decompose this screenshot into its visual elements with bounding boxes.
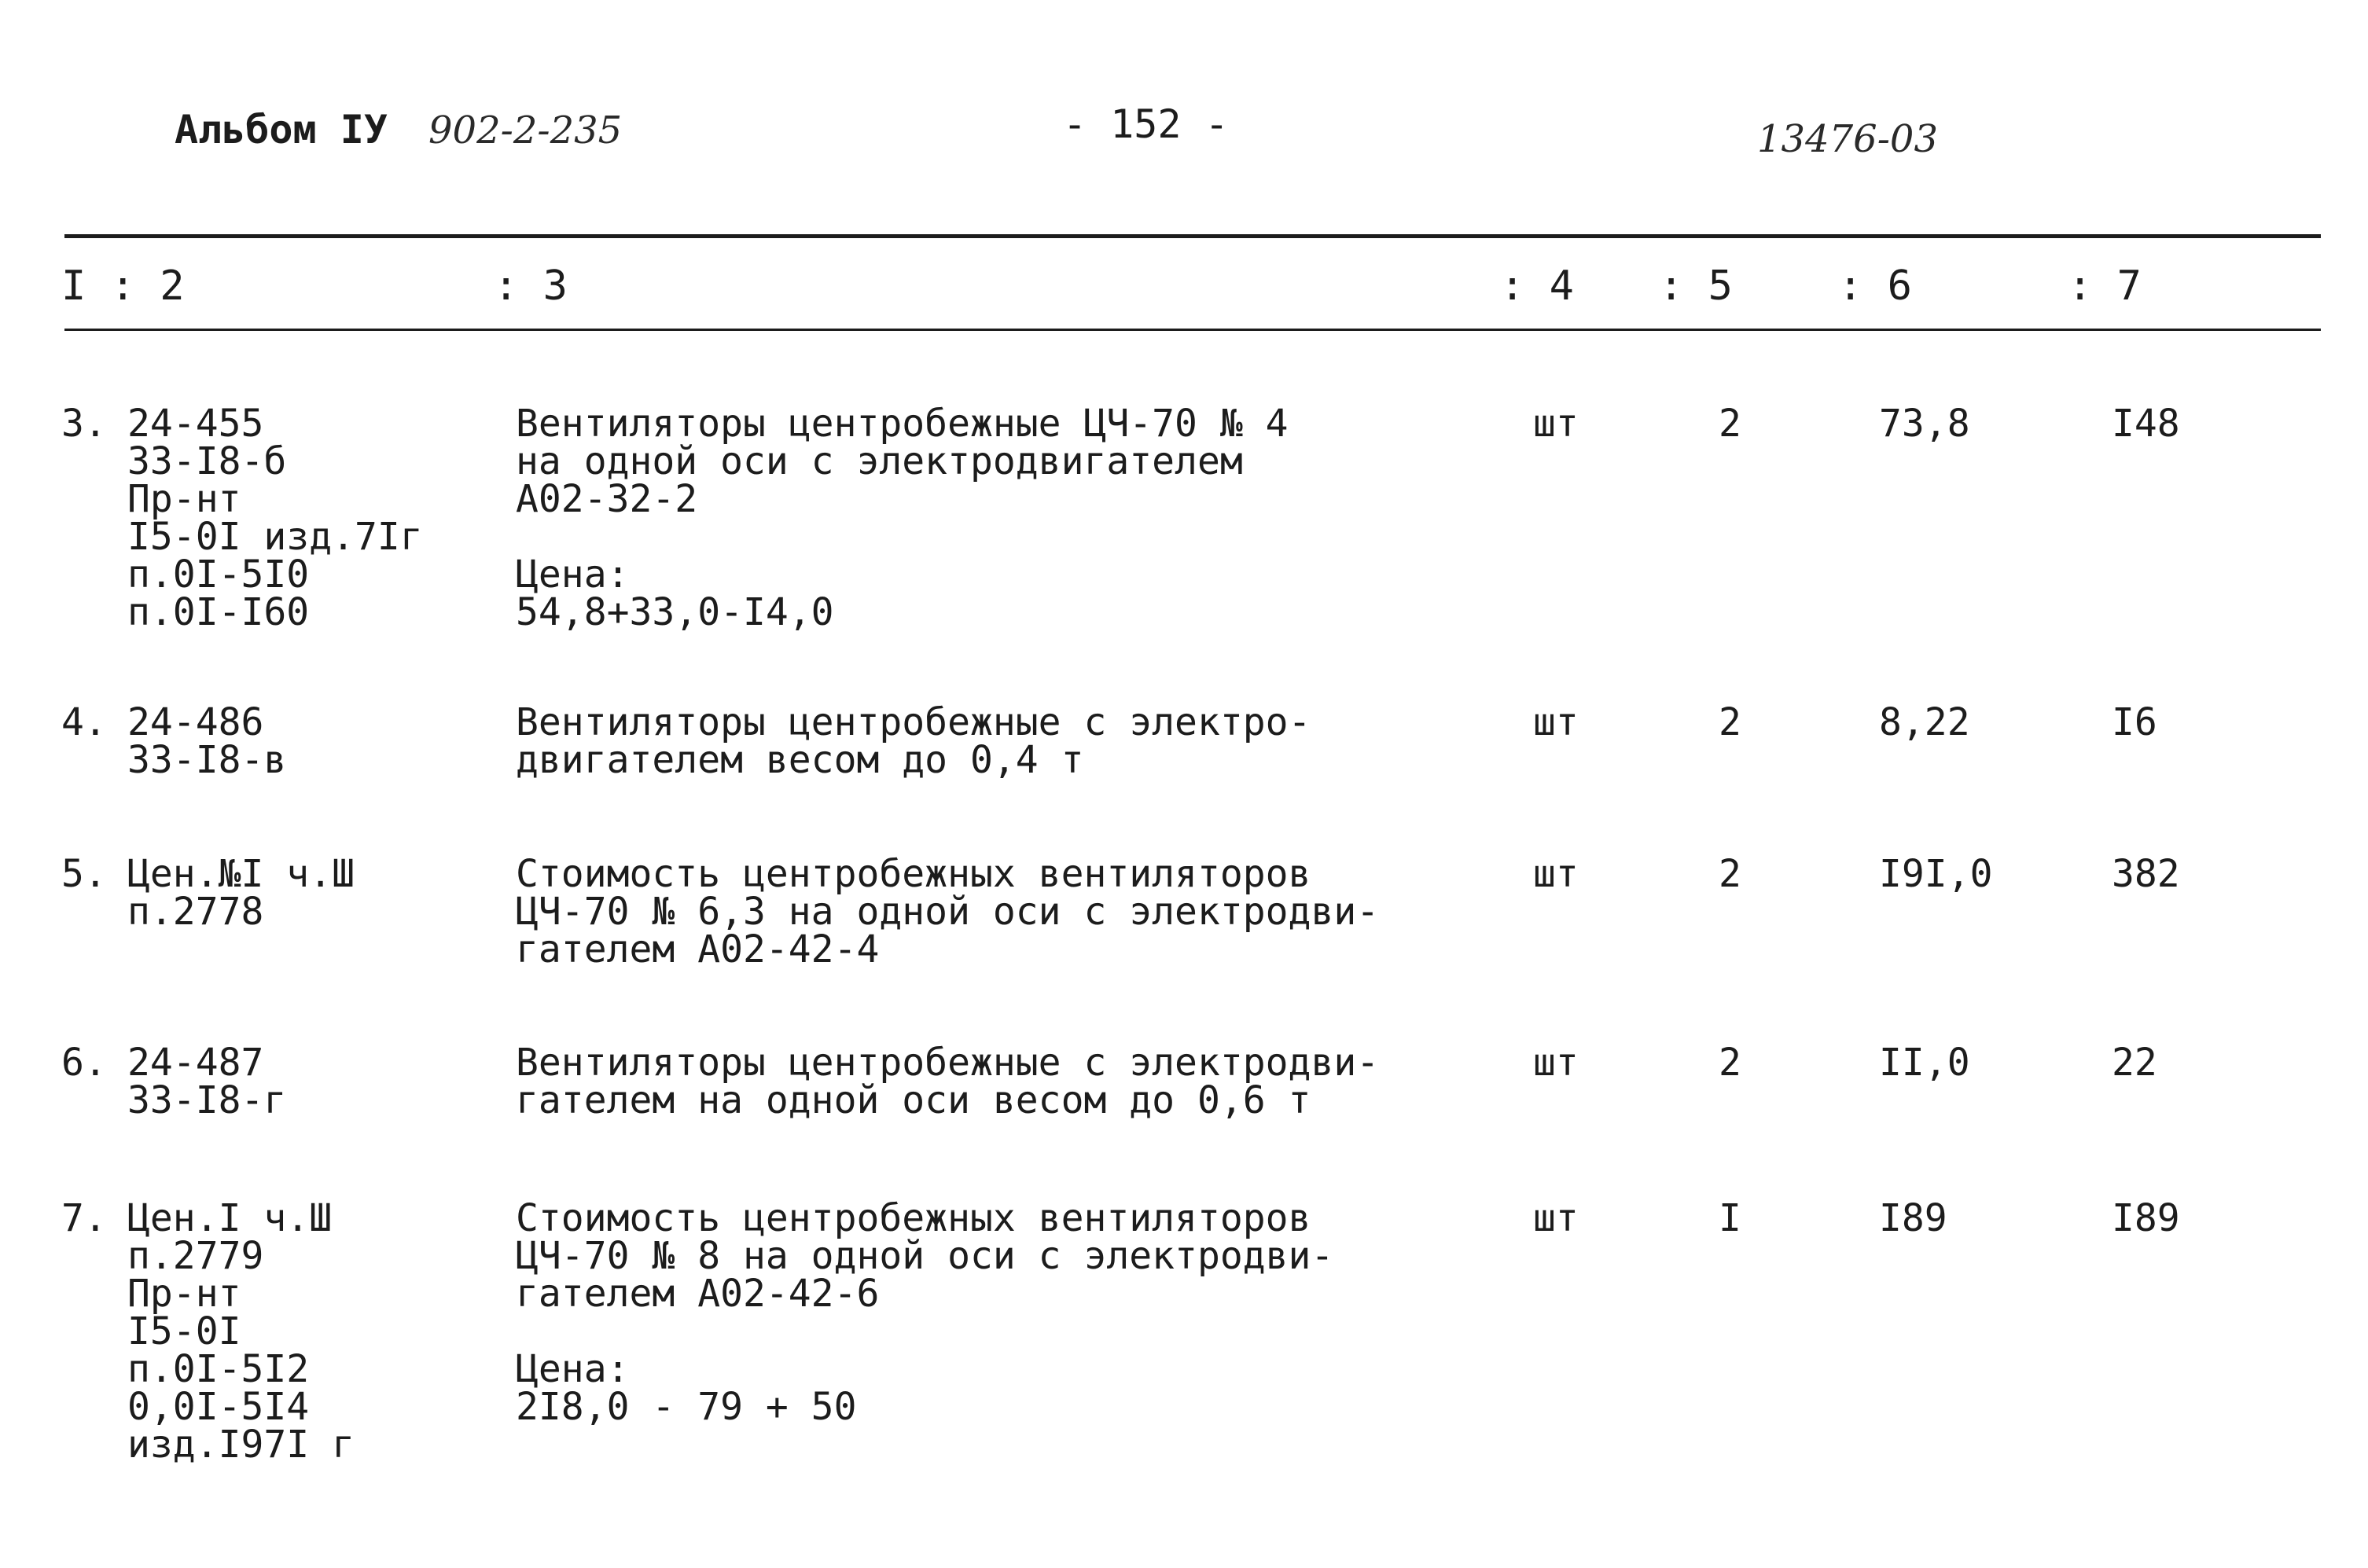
page-number: - 152 - [1063, 101, 1229, 147]
total-cell: I48 [2112, 402, 2180, 446]
column-header-4: : 4 [1500, 263, 1574, 310]
ref-line: I5-0I изд.7Iг [127, 515, 423, 559]
ref-line: Пр-нт [127, 477, 241, 521]
ref-line: 0,0I-5I4 [127, 1385, 310, 1429]
row-number: 6. [61, 1041, 107, 1085]
description-line: Вентиляторы центробежные с электро- [516, 700, 1311, 744]
column-header-1-2: I : 2 [61, 263, 185, 310]
price-cell: 8,22 [1879, 700, 1970, 744]
description-line: ЦЧ-70 № 8 на одной оси с электродви- [516, 1234, 1334, 1278]
unit-cell: шт [1533, 1196, 1579, 1240]
ref-line: 33-I8-б [127, 439, 287, 483]
ref-line: п.0I-I60 [127, 590, 310, 634]
description-line: двигателем весом до 0,4 т [516, 738, 1084, 782]
ref-line: 24-487 [127, 1041, 264, 1085]
ref-line: изд.I97I г [127, 1423, 355, 1467]
quantity-cell: 2 [1719, 700, 1741, 744]
description-line: гателем А02-42-4 [516, 927, 880, 971]
unit-cell: шт [1533, 1041, 1579, 1085]
row-number: 4. [61, 700, 107, 744]
description-line: Вентиляторы центробежные ЦЧ-70 № 4 [516, 402, 1289, 446]
ref-line: п.0I-5I0 [127, 553, 310, 597]
unit-cell: шт [1533, 852, 1579, 896]
inventory-number: 13476-03 [1757, 117, 1938, 161]
ref-line: Цен.№I ч.Ш [127, 852, 355, 896]
album-label: Альбом IУ [175, 107, 388, 152]
ref-line: 24-486 [127, 700, 264, 744]
description-line: Вентиляторы центробежные с электродви- [516, 1041, 1380, 1085]
ref-line: Пр-нт [127, 1272, 241, 1316]
total-cell: I89 [2112, 1196, 2180, 1240]
total-cell: 382 [2112, 852, 2180, 896]
unit-cell: шт [1533, 402, 1579, 446]
description-line: гателем на одной оси весом до 0,6 т [516, 1078, 1311, 1122]
ref-line: п.2778 [127, 890, 264, 934]
description-line: гателем А02-42-6 [516, 1272, 880, 1316]
column-header-3: : 3 [494, 263, 568, 310]
description-line: Стоимость центробежных вентиляторов [516, 852, 1311, 896]
price-cell: I89 [1879, 1196, 1947, 1240]
ref-line: 24-455 [127, 402, 264, 446]
column-header-5: : 5 [1659, 263, 1733, 310]
description-line: Цена: [516, 1347, 630, 1391]
description-line: 2I8,0 - 79 + 50 [516, 1385, 857, 1429]
unit-cell: шт [1533, 700, 1579, 744]
ref-line: 33-I8-в [127, 738, 287, 782]
ref-line: I5-0I [127, 1309, 241, 1353]
ref-line: 33-I8-г [127, 1078, 287, 1122]
total-cell: 22 [2112, 1041, 2157, 1085]
price-cell: 73,8 [1879, 402, 1970, 446]
ref-line: Цен.I ч.Ш [127, 1196, 333, 1240]
price-cell: II,0 [1879, 1041, 1970, 1085]
quantity-cell: 2 [1719, 852, 1741, 896]
total-cell: I6 [2112, 700, 2157, 744]
description-line: Цена: [516, 553, 630, 597]
description-line: на одной оси с электродвигателем [516, 439, 1243, 483]
description-line: 54,8+33,0-I4,0 [516, 590, 834, 634]
row-number: 3. [61, 402, 107, 446]
quantity-cell: 2 [1719, 402, 1741, 446]
ref-line: п.0I-5I2 [127, 1347, 310, 1391]
row-number: 7. [61, 1196, 107, 1240]
description-line: А02-32-2 [516, 477, 698, 521]
ref-line: п.2779 [127, 1234, 264, 1278]
description-line: Стоимость центробежных вентиляторов [516, 1196, 1311, 1240]
description-line: ЦЧ-70 № 6,3 на одной оси с электродви- [516, 890, 1380, 934]
header-bottom-rule [64, 329, 2321, 331]
quantity-cell: I [1719, 1196, 1741, 1240]
column-header-6: : 6 [1838, 263, 1912, 310]
row-number: 5. [61, 852, 107, 896]
top-rule [64, 234, 2321, 238]
document-code: 902-2-235 [428, 108, 623, 152]
price-cell: I9I,0 [1879, 852, 1993, 896]
quantity-cell: 2 [1719, 1041, 1741, 1085]
column-header-7: : 7 [2068, 263, 2142, 310]
